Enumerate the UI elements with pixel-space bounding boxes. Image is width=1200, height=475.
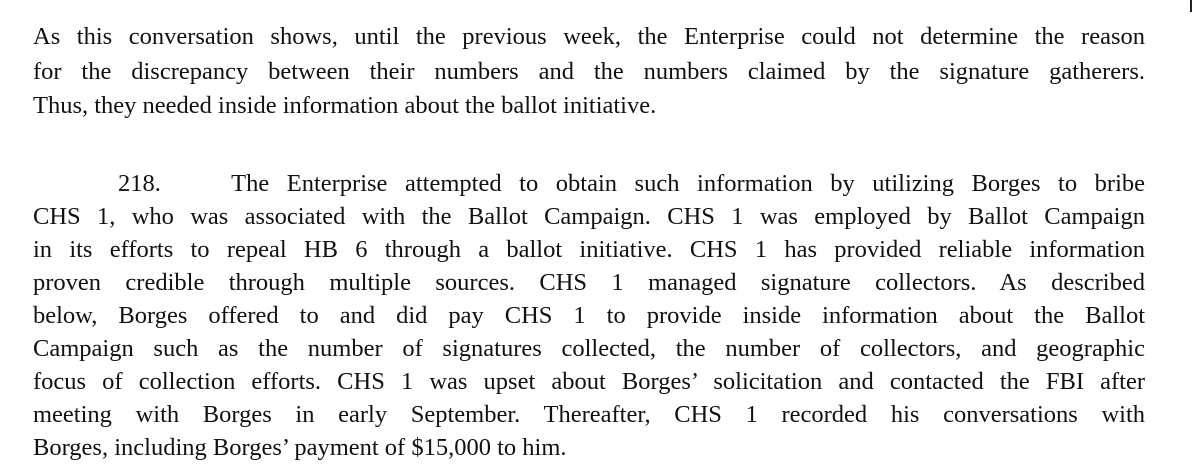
- text-line: below, Borges offered to and did pay CHS 1 to provide inside information about the Ballot: [33, 302, 1145, 329]
- text-line: meeting with Borges in early September. Thereafter, CHS 1 recorded his conversations with: [33, 401, 1145, 428]
- text-line: focus of collection efforts. CHS 1 was upset about Borges’ solicitation and contacted the FBI after: [33, 368, 1145, 395]
- text-line: proven credible through multiple sources. CHS 1 managed signature collectors. As described: [33, 269, 1145, 296]
- text-line: CHS 1, who was associated with the Ballot Campaign. CHS 1 was employed by Ballot Campaign: [33, 203, 1145, 230]
- text-line: Thus, they needed inside information about the ballot initiative.: [33, 92, 657, 119]
- text-line: Borges, including Borges’ payment of $15,000 to him.: [33, 434, 567, 461]
- page-edge-mark: [1190, 0, 1192, 12]
- text-line: Campaign such as the number of signatures collected, the number of collectors, and geographic: [33, 335, 1145, 362]
- text-line: for the discrepancy between their numbers and the numbers claimed by the signature gatherers.: [33, 58, 1145, 85]
- text-line: As this conversation shows, until the previous week, the Enterprise could not determine the reason: [33, 23, 1145, 50]
- paragraph-number: 218.: [118, 170, 161, 197]
- paragraph-first-line-text: The Enterprise attempted to obtain such information by utilizing Borges to bribe: [231, 170, 1146, 197]
- paragraph-first-line: [118, 169, 1145, 199]
- text-line: in its efforts to repeal HB 6 through a ballot initiative. CHS 1 has provided reliable information: [33, 236, 1145, 263]
